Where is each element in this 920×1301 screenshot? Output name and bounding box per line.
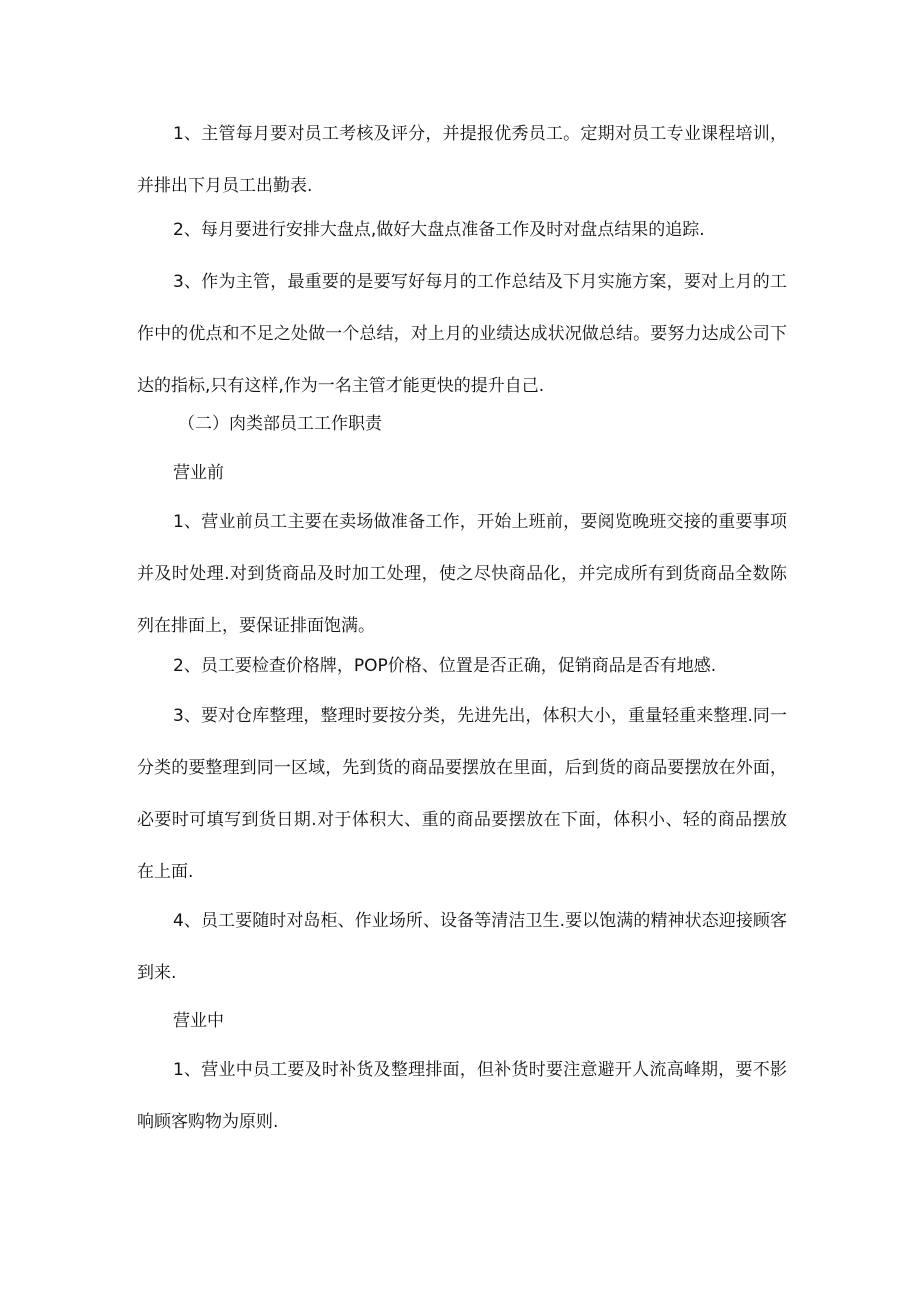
sub-heading-during-business: 营业中	[173, 1011, 224, 1031]
paragraph-before-2: 2、员工要检查价格牌，POP价格、位置是否正确，促销商品是否有地感.	[173, 656, 717, 676]
paragraph-before-3: 3、要对仓库整理，整理时要按分类，先进先出，体积大小，重量轻重来整理.同一分类的要整理到同一区域，先到货的商品要摆放在里面，后到货的商品要摆放在外面，必要时可填写到货日期.对于体积大、重的商品要摆放在下面，体积小、轻的商品摆放在上面.	[137, 706, 787, 882]
paragraph-during-1: 1、营业中员工要及时补货及整理排面，但补货时要注意避开人流高峰期，要不影响顾客购物为原则.	[137, 1060, 787, 1132]
paragraph-supervisor-3: 3、作为主管，最重要的是要写好每月的工作总结及下月实施方案，要对上月的工作中的优点和不足之处做一个总结，对上月的业绩达成状况做总结。要努力达成公司下达的指标,只有这样,作为一名主管才能更快的提升自己.	[137, 272, 787, 396]
paragraph-before-4: 4、员工要随时对岛柜、作业场所、设备等清洁卫生.要以饱满的精神状态迎接顾客到来.	[137, 911, 787, 983]
sub-heading-before-business: 营业前	[173, 463, 224, 483]
paragraph-supervisor-2: 2、每月要进行安排大盘点,做好大盘点准备工作及时对盘点结果的追踪.	[173, 220, 705, 240]
section-heading: （二）肉类部员工工作职责	[178, 414, 382, 434]
paragraph-before-1: 1、营业前员工主要在卖场做准备工作，开始上班前，要阅览晚班交接的重要事项并及时处理.对到货商品及时加工处理，使之尽快商品化，并完成所有到货商品全数陈列在排面上，要保证排面饱满。	[137, 512, 787, 636]
paragraph-supervisor-1: 1、主管每月要对员工考核及评分，并提报优秀员工。定期对员工专业课程培训，并排出下月员工出勤表.	[137, 124, 787, 196]
